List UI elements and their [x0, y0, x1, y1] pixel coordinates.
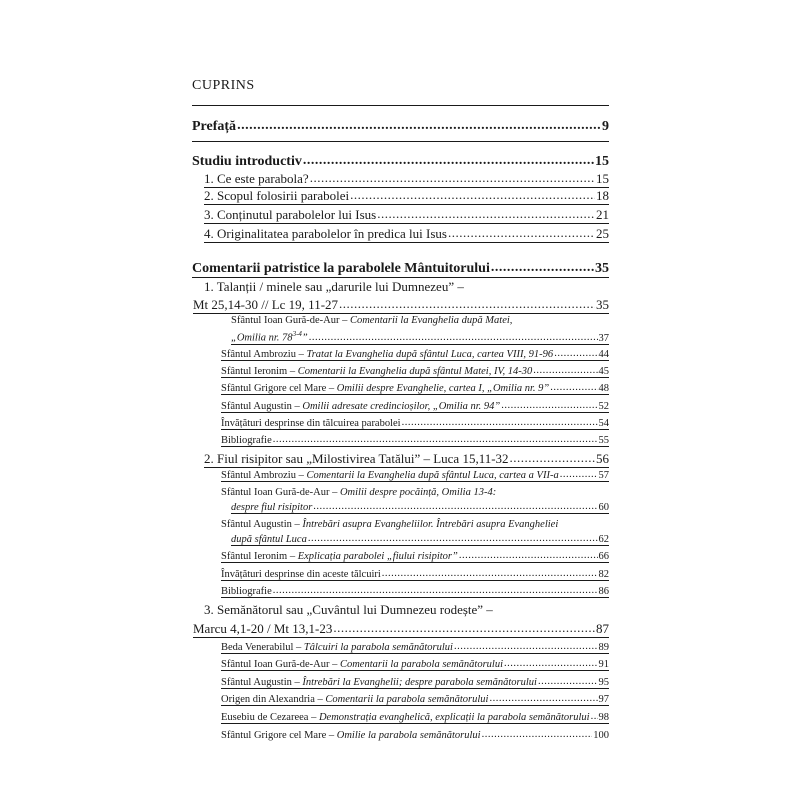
dot-leader	[377, 206, 595, 222]
toc-entry[interactable]	[221, 470, 609, 482]
work-title: Comentarii la Evanghelia după Matei,	[349, 315, 513, 326]
page-number: 91	[598, 659, 609, 670]
entry-line	[231, 315, 512, 326]
entry-title: 2. Scopul folosirii parabolei	[204, 188, 350, 203]
entry-title: Bibliografie	[221, 435, 272, 446]
page-number: 97	[598, 694, 609, 705]
work-title: Tâlcuiri la parabola semănătorului	[303, 642, 453, 653]
dot-leader	[489, 693, 597, 704]
toc-entry[interactable]	[204, 188, 609, 205]
toc-entry[interactable]	[221, 418, 609, 430]
toc-entry[interactable]	[221, 642, 609, 654]
toc-entry[interactable]	[221, 730, 609, 741]
divider	[192, 141, 609, 142]
page-number: 86	[598, 586, 609, 597]
dot-leader	[309, 332, 598, 343]
page-number: 25	[596, 226, 609, 241]
work-title: Omilii despre Evanghelie, cartea I, „Omilia nr. 9”	[336, 383, 550, 394]
dot-leader	[454, 641, 598, 652]
entry-title: Mt 25,14-30 // Lc 19, 11-27	[193, 297, 339, 312]
author: Sfântul Ambroziu –	[221, 470, 307, 481]
entry-title: Comentarii patristice la parabolele Mântuitorului	[192, 261, 490, 276]
dot-leader	[554, 348, 597, 359]
work-title: Demonstrația evanghelică, explicații la parabola semănătorului	[318, 712, 590, 723]
work-title	[231, 330, 308, 344]
page-number: 18	[596, 188, 609, 203]
dot-leader	[448, 225, 595, 241]
toc-entry[interactable]	[231, 502, 609, 514]
work-title: Comentarii la Evanghelia după sfântul Matei, IV, 14-30	[297, 366, 533, 377]
work-title: Omilii despre pocăință, Omilia 13-4:	[339, 487, 497, 498]
page-number: 87	[596, 621, 609, 636]
toc-entry[interactable]	[204, 226, 609, 243]
section-title: 3. Semănătorul sau „Cuvântul lui Dumnezeu rodește” –	[204, 602, 493, 617]
work-title: despre fiul risipitor	[231, 502, 313, 513]
page-number: 52	[598, 401, 609, 412]
entry-title: 2. Fiul risipitor sau „Milostivirea Tatălui” – Luca 15,11-32	[204, 451, 509, 466]
dot-leader	[333, 620, 595, 636]
dot-leader	[339, 296, 595, 312]
author: Sfântul Ieronim –	[221, 551, 298, 562]
closing-quote: ”	[301, 332, 308, 344]
page-number: 48	[598, 383, 609, 394]
dot-leader	[550, 382, 597, 393]
author: Sfântul Ioan Gură-de-Aur –	[221, 487, 340, 498]
dot-leader	[459, 550, 598, 561]
author: Sfântul Ioan Gură-de-Aur –	[221, 659, 340, 670]
work-title: Omilii adresate credincioșilor, „Omilia nr. 94”	[302, 401, 501, 412]
toc-entry[interactable]	[221, 569, 609, 581]
entry-line	[221, 519, 558, 530]
toc-entry[interactable]	[231, 534, 609, 546]
work-title-part: „Omilia nr. 78	[231, 332, 293, 344]
author: Sfântul Ambroziu –	[221, 349, 307, 360]
dot-leader	[350, 187, 595, 203]
work-title: Comentarii la parabola semănătorului	[339, 659, 504, 670]
divider	[192, 105, 609, 106]
dot-leader	[237, 118, 601, 134]
dot-leader	[504, 658, 597, 669]
page-number: 57	[598, 470, 609, 481]
toc-entry[interactable]	[221, 712, 609, 724]
dot-leader	[538, 676, 598, 687]
page-number: 55	[598, 435, 609, 446]
page-number: 35	[596, 297, 609, 312]
dot-leader	[273, 434, 598, 445]
dot-leader	[482, 729, 593, 740]
entry-title: Învățături desprinse din tălcuirea parabolei	[221, 418, 401, 429]
work-title: după sfântul Luca	[231, 534, 307, 545]
author: Beda Venerabilul –	[221, 642, 304, 653]
author: Sfântul Ieronim –	[221, 366, 298, 377]
page-number: 95	[598, 677, 609, 688]
toc-entry[interactable]	[221, 435, 609, 447]
toc-entry-comentarii[interactable]	[192, 261, 609, 278]
toc-entry[interactable]	[221, 694, 609, 706]
page-number: 82	[598, 569, 609, 580]
page-number: 21	[596, 207, 609, 222]
work-title: Tratat la Evanghelia după sfântul Luca, cartea VIII, 91-96	[306, 349, 554, 360]
page-title: CUPRINS	[192, 78, 255, 93]
page-number: 98	[598, 712, 609, 723]
page-number: 44	[598, 349, 609, 360]
page-number: 35	[595, 261, 609, 276]
page-number: 15	[595, 154, 609, 169]
toc-entry[interactable]	[221, 586, 609, 598]
page-number: 56	[596, 451, 609, 466]
page-number: 60	[598, 502, 609, 513]
entry-line	[221, 487, 496, 498]
entry-title: 4. Originalitatea parabolelor în predica lui Isus	[204, 226, 447, 241]
author: Sfântul Augustin –	[221, 677, 303, 688]
author: Sfântul Grigore cel Mare –	[221, 730, 337, 741]
toc-entry[interactable]	[204, 171, 609, 188]
toc-entry[interactable]	[221, 366, 609, 378]
entry-title: Bibliografie	[221, 586, 272, 597]
work-title: Comentarii la Evanghelia după sfântul Luca, cartea a VII-a	[306, 470, 559, 481]
work-title: Întrebări la Evanghelii; despre parabola semănătorului	[302, 677, 537, 688]
section-title: 1. Talanții / minele sau „darurile lui Dumnezeu” –	[204, 279, 464, 294]
entry-title: Prefață	[192, 119, 237, 134]
toc-entry-semanatorul[interactable]	[193, 621, 609, 638]
work-title: Explicația parabolei „fiului risipitor”	[297, 551, 458, 562]
toc-entry[interactable]	[221, 349, 609, 361]
author: Sfântul Ioan Gură-de-Aur –	[231, 315, 350, 326]
dot-leader	[591, 711, 598, 722]
dot-leader	[313, 501, 597, 512]
dot-leader	[501, 400, 597, 411]
page-number: 54	[598, 418, 609, 429]
work-title: Întrebări asupra Evangheliilor. Întrebări asupra Evangheliei	[302, 519, 559, 530]
page-number: 62	[598, 534, 609, 545]
page-number: 45	[598, 366, 609, 377]
work-title: Comentarii la parabola semănătorului	[325, 694, 489, 705]
dot-leader	[310, 170, 595, 186]
toc-entry-talanti[interactable]	[193, 297, 609, 314]
dot-leader	[382, 568, 598, 579]
dot-leader	[533, 365, 597, 376]
author: Sfântul Augustin –	[221, 401, 303, 412]
toc-entry[interactable]	[221, 383, 609, 395]
dot-leader	[560, 469, 598, 480]
dot-leader	[308, 533, 598, 544]
author: Sfântul Augustin –	[221, 519, 303, 530]
entry-title: Marcu 4,1-20 / Mt 13,1-23	[193, 621, 333, 636]
page-number: 66	[598, 551, 609, 562]
dot-leader	[491, 260, 594, 276]
toc-entry[interactable]	[221, 551, 609, 563]
page-number: 15	[596, 171, 609, 186]
toc-entry[interactable]	[204, 207, 609, 224]
toc-entry-fiul[interactable]	[204, 451, 609, 468]
dot-leader	[510, 450, 595, 466]
toc-entry-studiu[interactable]	[192, 154, 609, 170]
dot-leader	[303, 153, 594, 169]
entry-title: 3. Conținutul parabolelor lui Isus	[204, 207, 377, 222]
entry-title: Învățături desprinse din aceste tălcuiri	[221, 569, 381, 580]
dot-leader	[402, 417, 598, 428]
entry-title: 1. Ce este parabola?	[204, 171, 309, 186]
toc-entry[interactable]	[221, 677, 609, 689]
dot-leader	[273, 585, 598, 596]
toc-entry[interactable]	[221, 401, 609, 413]
author: Origen din Alexandria –	[221, 694, 326, 705]
toc-entry[interactable]	[221, 659, 609, 671]
author: Eusebiu de Cezareea –	[221, 712, 319, 723]
page-number: 100	[593, 730, 609, 741]
toc-entry-prefata[interactable]	[192, 119, 609, 135]
toc-entry[interactable]	[231, 330, 609, 345]
entry-title: Studiu introductiv	[192, 154, 302, 169]
page-number: 37	[598, 332, 609, 344]
page-number: 89	[598, 642, 609, 653]
superscript: 3-4	[292, 330, 302, 338]
work-title: Omilie la parabola semănătorului	[336, 730, 481, 741]
page-number: 9	[602, 119, 609, 134]
author: Sfântul Grigore cel Mare –	[221, 383, 337, 394]
